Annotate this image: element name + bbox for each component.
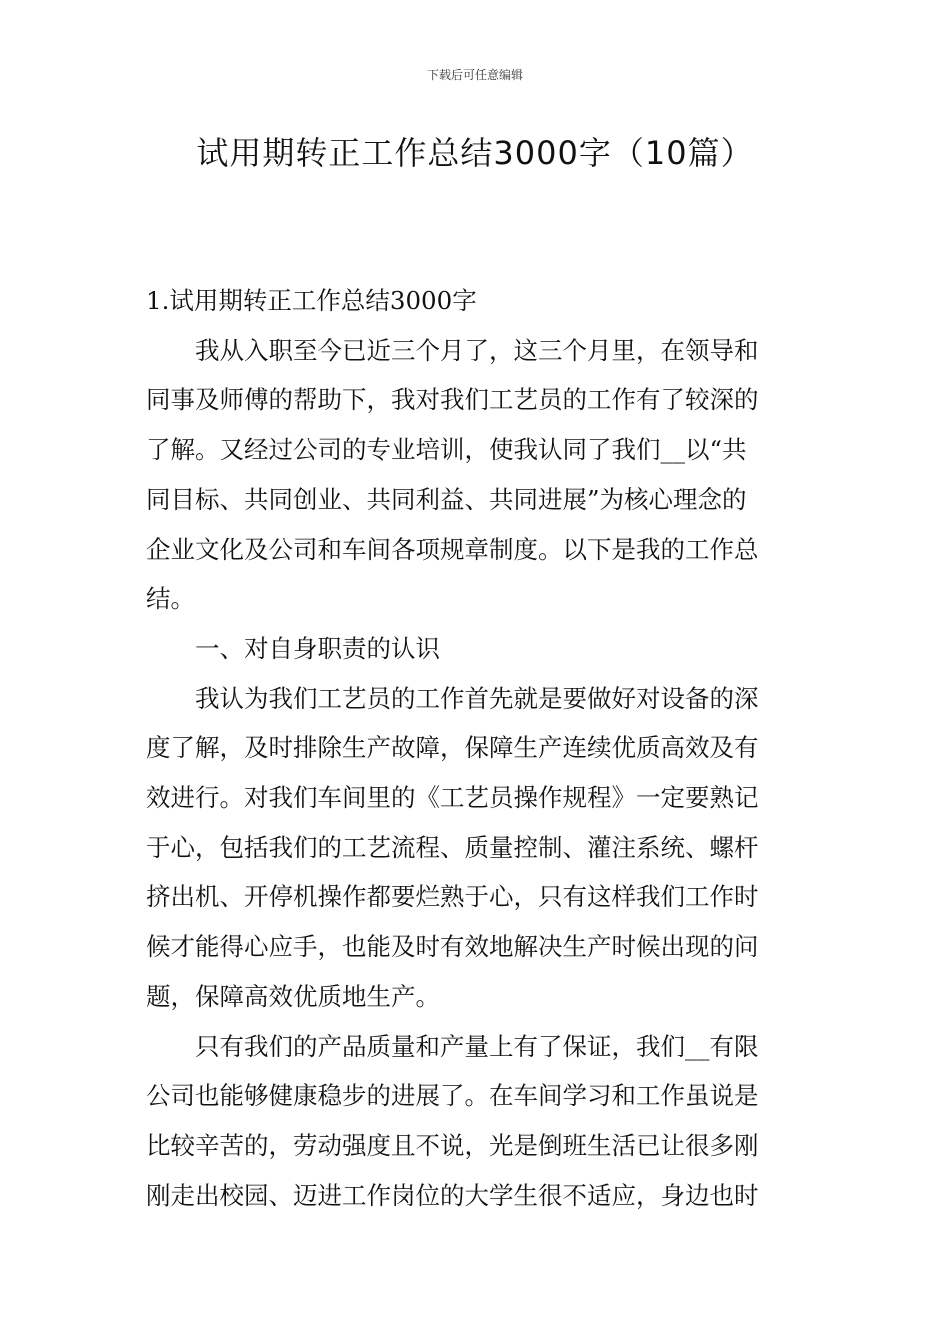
subheading-responsibility bbox=[146, 624, 810, 674]
text-line: 只有我们的产品质量和产量上有了保证，我们__有限 bbox=[146, 1031, 759, 1061]
text-line: 度了解，及时排除生产故障，保障生产连续优质高效及有 bbox=[146, 733, 759, 763]
paragraph-responsibility bbox=[146, 674, 810, 1022]
section-heading: 1.试用期转正工作总结3000字 bbox=[146, 286, 477, 315]
paragraph-intro bbox=[146, 326, 810, 624]
text-line: 同事及师傅的帮助下，我对我们工艺员的工作有了较深的 bbox=[146, 385, 759, 415]
text-line: 挤出机、开停机操作都要烂熟于心，只有这样我们工作时 bbox=[146, 882, 759, 912]
text-line: 候才能得心应手，也能及时有效地解决生产时候出现的问 bbox=[146, 932, 759, 962]
document-body bbox=[146, 276, 810, 1220]
text-line: 我从入职至今已近三个月了，这三个月里，在领导和 bbox=[146, 335, 759, 365]
text-line: 题，保障高效优质地生产。 bbox=[146, 981, 440, 1011]
text-line: 同目标、共同创业、共同利益、共同进展”为核心理念的 bbox=[146, 484, 747, 514]
document-title: 试用期转正工作总结3000字（10篇） bbox=[196, 134, 754, 172]
text-line: 于心，包括我们的工艺流程、质量控制、灌注系统、螺杆 bbox=[146, 832, 759, 862]
header-note: 下载后可任意编辑 bbox=[426, 68, 523, 82]
text-line: 效进行。对我们车间里的《工艺员操作规程》一定要熟记 bbox=[146, 783, 759, 813]
text-line: 公司也能够健康稳步的进展了。在车间学习和工作虽说是 bbox=[146, 1081, 759, 1111]
text-line: 我认为我们工艺员的工作首先就是要做好对设备的深 bbox=[146, 683, 759, 713]
text-line: 结。 bbox=[146, 584, 195, 614]
text-line: 企业文化及公司和车间各项规章制度。以下是我的工作总 bbox=[146, 534, 759, 564]
text-line: 了解。又经过公司的专业培训，使我认同了我们__以“共 bbox=[146, 435, 747, 465]
text-line: 一、对自身职责的认识 bbox=[146, 633, 440, 663]
text-line: 比较辛苦的，劳动强度且不说，光是倒班生活已让很多刚 bbox=[146, 1130, 759, 1160]
paragraph-quality bbox=[146, 1022, 810, 1221]
text-line: 刚走出校园、迈进工作岗位的大学生很不适应，身边也时 bbox=[146, 1180, 759, 1210]
